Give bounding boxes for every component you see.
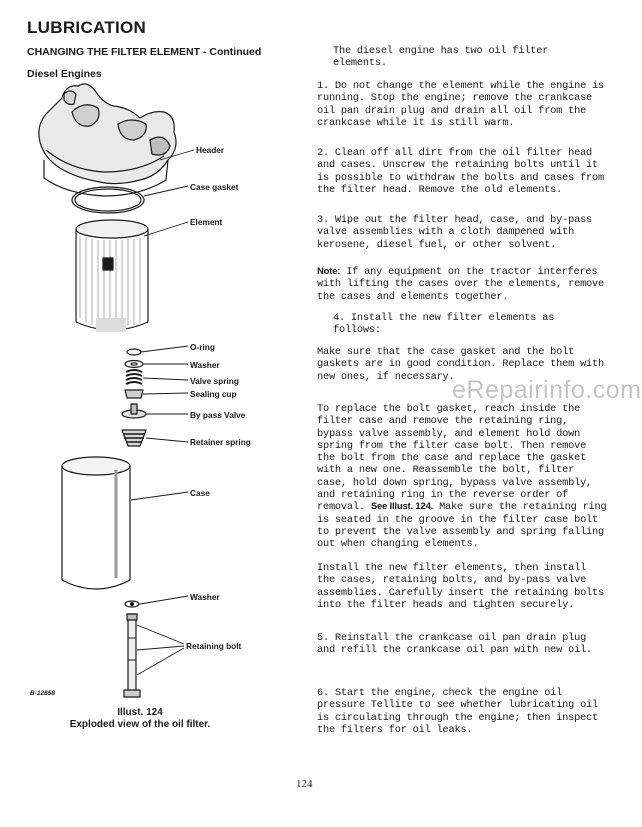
note-text: If any equipment on the tractor interferes with lifting the cases over the elements, remove the cases and elements together. xyxy=(317,266,604,303)
bolt-gasket-paragraph xyxy=(317,403,607,551)
gasket-paragraph: Make sure that the case gasket and the bolt gaskets are in good condition. Replace them with new ones, if necessary. xyxy=(317,346,604,383)
washer-top-part xyxy=(125,361,143,368)
page-title: LUBRICATION xyxy=(27,18,147,37)
note-lead: Note: xyxy=(317,266,341,277)
label-washer-top: Washer xyxy=(190,360,220,370)
filter-case-cylinder xyxy=(62,457,130,589)
section-heading: Diesel Engines xyxy=(27,68,102,80)
bolt-gasket-text-a: To replace the bolt gasket, reach inside the filter case and remove the retaining ring, bypass valve assembly, and element hold down spring from the filter case bolt. Then remove the bolt from the case and replace the gasket with a new one. Reassemble the bolt, filter case, hold down spring, bypass valve assembly, and retaining ring in the reverse order of removal. xyxy=(317,403,593,514)
step-6-paragraph: 6. Start the engine, check the engine oil pressure Tellite to see whether lubricating oil is circulating through the engine; then inspect the filters for oil leaks. xyxy=(317,687,599,736)
label-header: Header xyxy=(196,145,225,155)
sealing-cup-part xyxy=(125,390,143,398)
section-subtitle: CHANGING THE FILTER ELEMENT - Continued xyxy=(27,46,262,58)
label-washer-bottom: Washer xyxy=(190,592,220,602)
figure-caption xyxy=(60,707,220,731)
filter-header-casting xyxy=(39,84,176,196)
figure-code: B-12858 xyxy=(30,690,55,697)
label-valve-spring: Valve spring xyxy=(190,376,239,386)
label-retainer-spring: Retainer spring xyxy=(190,437,251,447)
caption-line-1: Illust. 124 xyxy=(117,707,163,718)
label-retaining-bolt: Retaining bolt xyxy=(186,641,242,651)
page-number: 124 xyxy=(296,778,313,790)
valve-spring-part xyxy=(126,370,142,384)
label-case-gasket: Case gasket xyxy=(190,182,239,192)
retainer-spring-part xyxy=(122,430,146,446)
bypass-valve-part xyxy=(122,404,146,418)
step-5-paragraph: 5. Reinstall the crankcase oil pan drain plug and refill the crankcase oil pan with new oil. xyxy=(317,632,593,657)
label-o-ring: O-ring xyxy=(190,342,215,352)
label-case: Case xyxy=(190,488,210,498)
washer-bottom-part xyxy=(125,601,139,607)
step-1-paragraph: 1. Do not change the element while the engine is running. Stop the engine; remove the crankcase oil pan drain plug and drain all oil from the crankcase while it is still warm. xyxy=(317,80,604,129)
label-sealing-cup: Sealing cup xyxy=(190,389,237,399)
filter-element-cylinder xyxy=(76,220,148,332)
label-element: Element xyxy=(190,217,223,227)
caption-line-2: Exploded view of the oil filter. xyxy=(69,719,211,730)
retaining-bolt-part xyxy=(124,614,140,697)
label-bypass-valve: By pass Valve xyxy=(190,410,246,420)
o-ring-part xyxy=(127,349,141,355)
illustration-reference: See Illust. 124. xyxy=(370,501,434,513)
step-2-paragraph: 2. Clean off all dirt from the oil filter head and cases. Unscrew the retaining bolts until it is possible to withdraw the bolts and cases from the filter head. Remove the old elements. xyxy=(317,147,604,196)
bolt-gasket-text-b: Make sure the retaining ring is seated in the groove in the filter case bolt to prevent the valve assembly and spring falling out when changing elements. xyxy=(317,501,607,551)
step-3-paragraph: 3. Wipe out the filter head, case, and by-pass valve assemblies with a cloth dampened with kerosene, diesel fuel, or other solvent. xyxy=(317,214,593,251)
watermark-text: eRepairinfo.com xyxy=(452,376,642,404)
install-paragraph: Install the new filter elements, then install the cases, retaining bolts, and by-pass valve assemblies. Carefully insert the retaining bolts into the filter heads and tighten securely. xyxy=(317,562,604,611)
step-4-paragraph: 4. Install the new filter elements as follows: xyxy=(333,312,555,337)
note-paragraph xyxy=(317,266,607,303)
case-gasket-ring xyxy=(72,187,144,213)
intro-paragraph: The diesel engine has two oil filter elements. xyxy=(333,45,549,70)
